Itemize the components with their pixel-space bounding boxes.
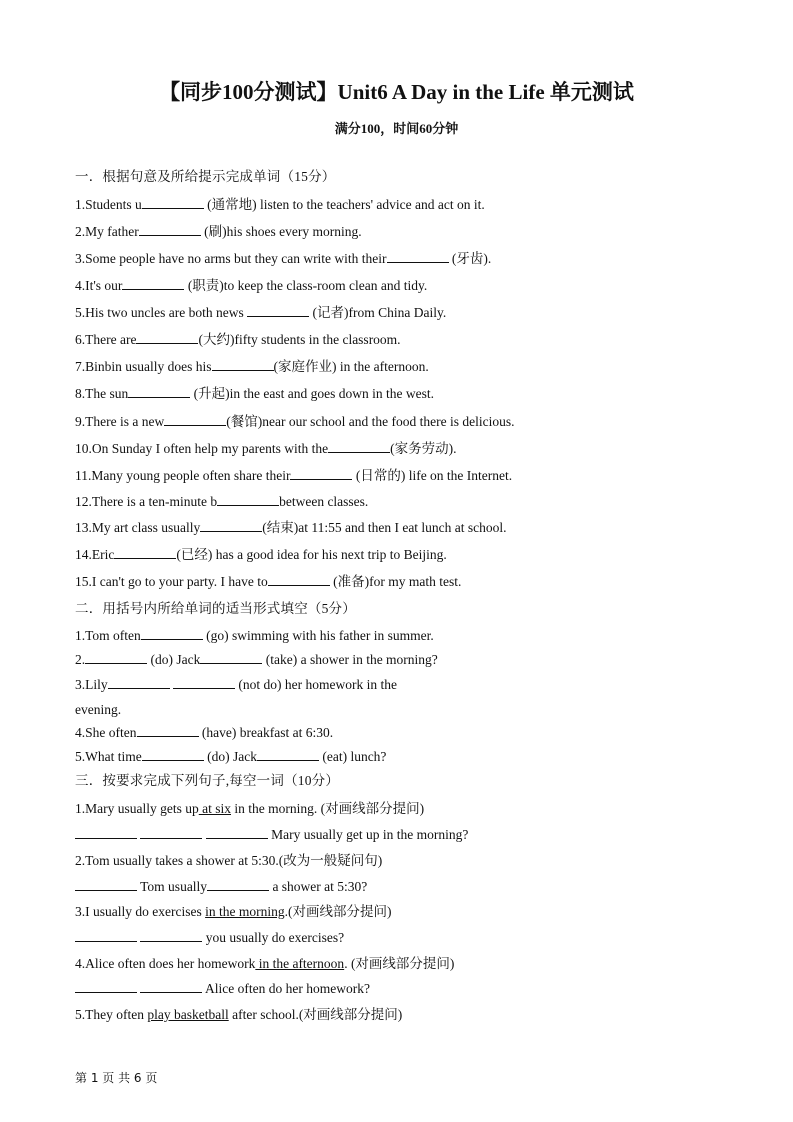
answer-blank[interactable]: [140, 980, 202, 993]
question-text: in the morning. (对画线部分提问): [231, 801, 425, 816]
question-text: (do) Jack: [203, 749, 257, 764]
s1-question-3: [75, 250, 491, 268]
answer-blank[interactable]: [75, 826, 137, 839]
s2-question-3: [75, 676, 397, 694]
s2-question-3-cont: evening.: [75, 702, 122, 717]
answer-blank[interactable]: [207, 878, 269, 891]
answer-blank[interactable]: [328, 440, 390, 453]
question-text: (升起)in the east and goes down in the west.: [190, 386, 434, 401]
s1-question-7: [75, 358, 429, 376]
answer-blank[interactable]: [139, 223, 201, 236]
answer-blank[interactable]: [85, 651, 147, 664]
answer-blank[interactable]: [217, 493, 279, 506]
section-1-heading: 一．根据句意及所给提示完成单词（15分）: [75, 169, 336, 184]
s1-question-5: [75, 304, 446, 322]
answer-text: Tom usually: [137, 879, 208, 894]
question-text: 1.Mary usually gets up: [75, 801, 199, 816]
question-text: 11.Many young people often share their: [75, 468, 291, 483]
s1-question-12: [75, 493, 368, 511]
question-text: 15.I can't go to your party. I have to: [75, 574, 268, 589]
s2-question-1: [75, 627, 434, 645]
question-text: 5.His two uncles are both news: [75, 305, 248, 320]
question-text: 5.They often: [75, 1007, 148, 1022]
section-3-heading: 三．按要求完成下列句子,每空一词（10分）: [75, 773, 340, 788]
question-text: (日常的) life on the Internet.: [352, 468, 513, 483]
question-text: after school.(对画线部分提问): [228, 1007, 403, 1022]
s1-question-6: [75, 331, 401, 349]
question-text: 3.I usually do exercises: [75, 904, 206, 919]
question-text: 8.The sun: [75, 386, 129, 401]
question-text: 4.Alice often does her homework: [75, 956, 256, 971]
question-text: (已经) has a good idea for his next trip to Beijing.: [176, 547, 447, 562]
s1-question-9: [75, 413, 515, 431]
underlined-phrase: play basketball: [147, 1007, 229, 1022]
answer-blank[interactable]: [212, 358, 274, 371]
answer-blank[interactable]: [173, 676, 235, 689]
answer-text: you usually do exercises?: [202, 930, 345, 945]
question-text: 1.Students u: [75, 197, 142, 212]
s1-question-14: [75, 546, 447, 564]
question-text: (go) swimming with his father in summer.: [202, 628, 434, 643]
section-2-heading: 二．用括号内所给单词的适当形式填空（5分）: [75, 601, 356, 616]
answer-text: Mary usually get up in the morning?: [267, 827, 469, 842]
s3-question-4: [75, 955, 454, 973]
s2-question-2: [75, 651, 438, 669]
page-footer: 第 1 页 共 6 页: [75, 1071, 158, 1085]
s3-question-5: [75, 1006, 402, 1024]
s1-question-10: [75, 440, 456, 458]
underlined-phrase: in the afternoon: [255, 956, 345, 971]
question-text: 12.There is a ten-minute b: [75, 494, 218, 509]
answer-blank[interactable]: [142, 748, 204, 761]
question-text: 14.Eric: [75, 547, 115, 562]
answer-blank[interactable]: [257, 748, 319, 761]
page-subtitle: 满分100，时间60分钟: [334, 121, 459, 136]
s1-question-15: [75, 573, 461, 591]
underlined-phrase: in the morning: [205, 904, 285, 919]
question-text: (准备)for my math test.: [329, 574, 462, 589]
question-text: (家务劳动).: [390, 441, 457, 456]
s3-question-2: 2.Tom usually takes a shower at 5:30.(改为一般疑问句): [75, 853, 383, 868]
answer-blank[interactable]: [142, 196, 204, 209]
question-text: (家庭作业) in the afternoon.: [273, 359, 429, 374]
answer-blank[interactable]: [141, 627, 203, 640]
s1-question-4: [75, 277, 427, 295]
answer-text: a shower at 5:30?: [269, 879, 368, 894]
answer-blank[interactable]: [247, 304, 309, 317]
question-text: 2.My father: [75, 224, 139, 239]
s1-question-1: [75, 196, 485, 214]
question-text: 3.Lily: [75, 677, 108, 692]
question-text: (结束)at 11:55 and then I eat lunch at school.: [262, 520, 507, 535]
answer-blank[interactable]: [387, 250, 449, 263]
s1-question-11: [75, 467, 512, 485]
question-text: 2.: [75, 652, 86, 667]
answer-blank[interactable]: [128, 385, 190, 398]
question-text: 7.Binbin usually does his: [75, 359, 212, 374]
answer-blank[interactable]: [136, 331, 198, 344]
s2-question-5: [75, 748, 386, 766]
question-text: (牙齿).: [448, 251, 492, 266]
question-text: 9.There is a new: [75, 414, 165, 429]
s3-answer-3: [75, 929, 344, 947]
question-text: 6.There are: [75, 332, 137, 347]
s3-answer-1: [75, 826, 468, 844]
question-text: (not do) her homework in the: [235, 677, 397, 692]
question-text: 4.It's our: [75, 278, 123, 293]
question-text: 4.She often: [75, 725, 137, 740]
s3-answer-4: [75, 980, 370, 998]
answer-blank[interactable]: [140, 929, 202, 942]
question-text: between classes.: [279, 494, 369, 509]
answer-blank[interactable]: [108, 676, 170, 689]
answer-blank[interactable]: [164, 413, 226, 426]
question-text: (eat) lunch?: [318, 749, 387, 764]
question-text: 10.On Sunday I often help my parents with the: [75, 441, 329, 456]
s3-answer-2: [75, 878, 367, 896]
answer-blank[interactable]: [140, 826, 202, 839]
s2-question-4: [75, 724, 333, 742]
answer-blank[interactable]: [137, 724, 199, 737]
s1-question-2: [75, 223, 362, 241]
question-text: (通常地) listen to the teachers' advice and act on it.: [203, 197, 485, 212]
question-text: .(对画线部分提问): [284, 904, 392, 919]
question-text: (have) breakfast at 6:30.: [198, 725, 334, 740]
underlined-phrase: at six: [198, 801, 231, 816]
answer-blank[interactable]: [75, 878, 137, 891]
answer-blank[interactable]: [122, 277, 184, 290]
question-text: (take) a shower in the morning?: [262, 652, 438, 667]
question-text: (餐馆)near our school and the food there is delicious.: [226, 414, 515, 429]
answer-blank[interactable]: [114, 546, 176, 559]
question-text: (职责)to keep the class-room clean and tidy.: [184, 278, 428, 293]
answer-blank[interactable]: [75, 980, 137, 993]
answer-blank[interactable]: [206, 826, 268, 839]
question-text: (刷)his shoes every morning.: [200, 224, 362, 239]
question-text: (do) Jack: [147, 652, 201, 667]
question-text: 5.What time: [75, 749, 142, 764]
question-text: 13.My art class usually: [75, 520, 201, 535]
question-text: 3.Some people have no arms but they can write with their: [75, 251, 387, 266]
question-text: . (对画线部分提问): [344, 956, 455, 971]
answer-blank[interactable]: [290, 467, 352, 480]
s1-question-8: [75, 385, 434, 403]
s3-question-1: [75, 800, 424, 818]
s1-question-13: [75, 519, 507, 537]
answer-blank[interactable]: [75, 929, 137, 942]
answer-text: Alice often do her homework?: [202, 981, 370, 996]
answer-blank[interactable]: [200, 651, 262, 664]
answer-blank[interactable]: [268, 573, 330, 586]
s3-question-3: [75, 903, 391, 921]
answer-blank[interactable]: [200, 519, 262, 532]
question-text: (记者)from China Daily.: [309, 305, 447, 320]
question-text: 1.Tom often: [75, 628, 141, 643]
question-text: (大约)fifty students in the classroom.: [198, 332, 401, 347]
page-title: 【同步100分测试】Unit6 A Day in the Life 单元测试: [159, 80, 634, 104]
